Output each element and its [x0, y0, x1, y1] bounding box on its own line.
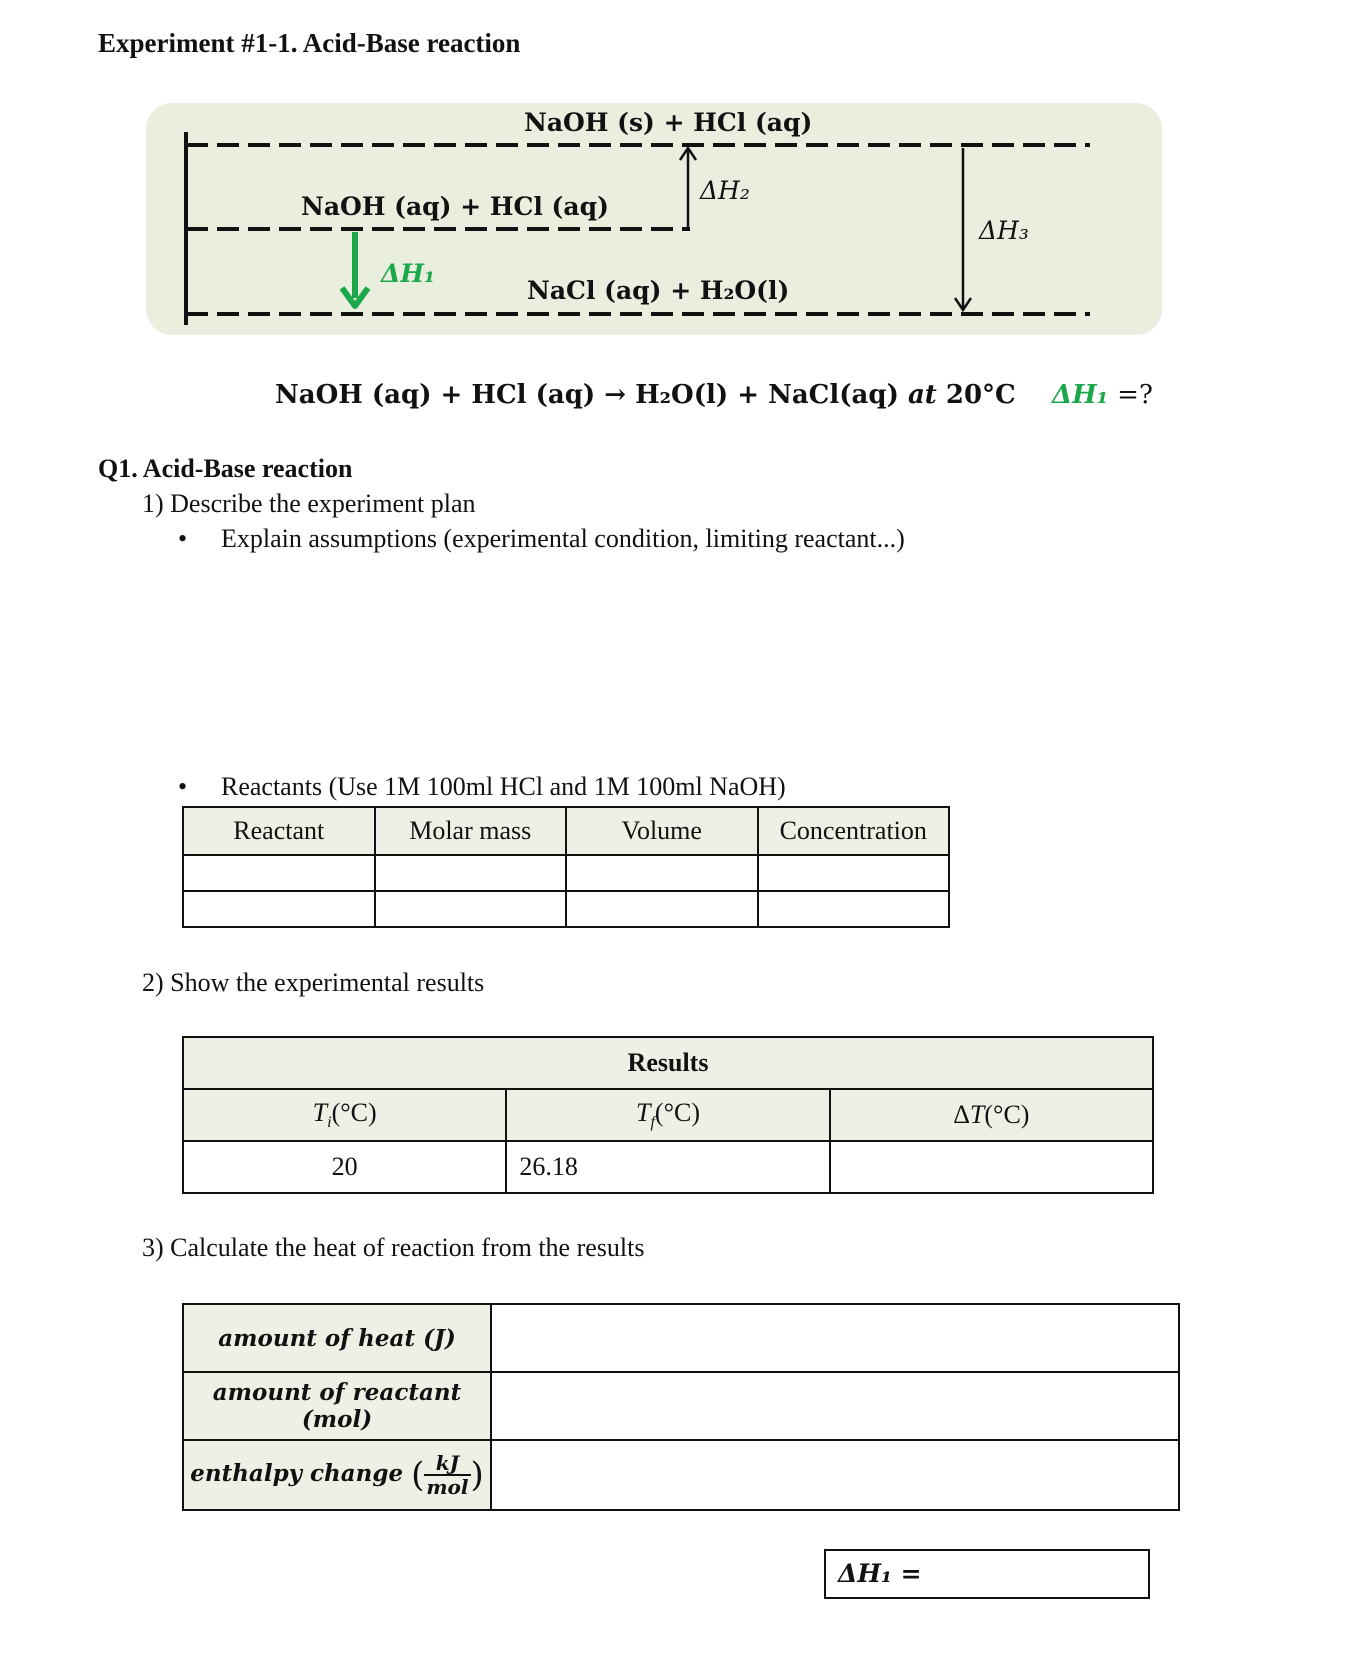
enthalpy-unit-numerator: kJ — [424, 1452, 470, 1476]
table-cell[interactable] — [183, 891, 375, 927]
document-title: Experiment #1-1. Acid-Base reaction — [98, 28, 521, 58]
table-cell[interactable] — [375, 891, 567, 927]
dh1-answer-label: ΔH₁ = — [838, 1559, 922, 1588]
header-cell: Reactant — [183, 807, 375, 855]
enthalpy-unit-denominator: mol — [426, 1475, 469, 1499]
table-row — [183, 1372, 1179, 1440]
reactant-table — [182, 806, 950, 928]
header-cell: Concentration — [758, 807, 950, 855]
tf-value[interactable]: 26.18 — [506, 1141, 829, 1193]
results-table — [182, 1036, 1154, 1194]
amount-of-reactant-label: amount of reactant (mol) — [183, 1372, 491, 1440]
enthalpy-change-value[interactable] — [491, 1440, 1179, 1510]
bottom-level-label: NaCl (aq) + H₂O(l) — [527, 276, 790, 305]
results-title-row — [183, 1037, 1153, 1089]
table-header-row — [183, 807, 949, 855]
enthalpy-change-text: enthalpy change — [190, 1460, 404, 1487]
q1-item3: 3) Calculate the heat of reaction from the results — [142, 1233, 645, 1262]
dh1-answer-box[interactable] — [824, 1549, 1150, 1599]
table-row — [183, 891, 949, 927]
ti-value[interactable]: 20 — [183, 1141, 506, 1193]
table-cell[interactable] — [375, 855, 567, 891]
results-title: Results — [183, 1037, 1153, 1089]
amount-of-heat-label: amount of heat (J) — [183, 1304, 491, 1372]
table-cell[interactable] — [758, 891, 950, 927]
q1-item2: 2) Show the experimental results — [142, 968, 485, 997]
header-cell: Molar mass — [375, 807, 567, 855]
reaction-equation — [275, 380, 1153, 410]
table-row — [183, 1440, 1179, 1510]
table-cell[interactable] — [566, 891, 758, 927]
table-cell[interactable] — [183, 855, 375, 891]
dh2-label: ΔH₂ — [700, 176, 750, 205]
enthalpy-change-label: enthalpy change ( kJ mol ) — [183, 1440, 491, 1510]
results-value-row — [183, 1141, 1153, 1193]
ti-header: $T_i(^\circ C)$ — [183, 1089, 506, 1141]
energy-diagram — [0, 0, 1372, 360]
amount-of-reactant-value[interactable] — [491, 1372, 1179, 1440]
header-cell: Volume — [566, 807, 758, 855]
bullet-dot: • — [178, 524, 188, 553]
equation-query: =? — [1117, 380, 1153, 410]
heat-table — [182, 1303, 1180, 1511]
table-row — [183, 855, 949, 891]
table-cell[interactable] — [566, 855, 758, 891]
amount-of-heat-value[interactable] — [491, 1304, 1179, 1372]
q1-bullet1: Explain assumptions (experimental condition, limiting reactant...) — [221, 524, 905, 553]
dt-header: ΔT(°C) — [830, 1089, 1153, 1141]
equation-text: NaOH (aq) + HCl (aq) → H₂O(l) + NaCl(aq) — [275, 380, 899, 410]
tf-header: $T_f(^\circ C)$ — [506, 1089, 829, 1141]
dt-value[interactable] — [830, 1141, 1153, 1193]
top-level-label: NaOH (s) + HCl (aq) — [524, 108, 813, 137]
table-row — [183, 1304, 1179, 1372]
q1-item1: 1) Describe the experiment plan — [142, 489, 476, 518]
equation-dh1: ΔH₁ — [1051, 380, 1109, 410]
q1-heading: Q1. Acid-Base reaction — [98, 454, 353, 483]
mid-level-label: NaOH (aq) + HCl (aq) — [301, 192, 609, 221]
dh1-label: ΔH₁ — [381, 259, 435, 288]
dh3-label: ΔH₃ — [979, 216, 1029, 245]
q1-bullet2: Reactants (Use 1M 100ml HCl and 1M 100ml NaOH) — [221, 772, 786, 801]
equation-at: at — [907, 380, 937, 410]
results-header-row — [183, 1089, 1153, 1141]
table-cell[interactable] — [758, 855, 950, 891]
bullet-dot: • — [178, 772, 188, 801]
equation-temp: 20°C — [945, 380, 1016, 410]
